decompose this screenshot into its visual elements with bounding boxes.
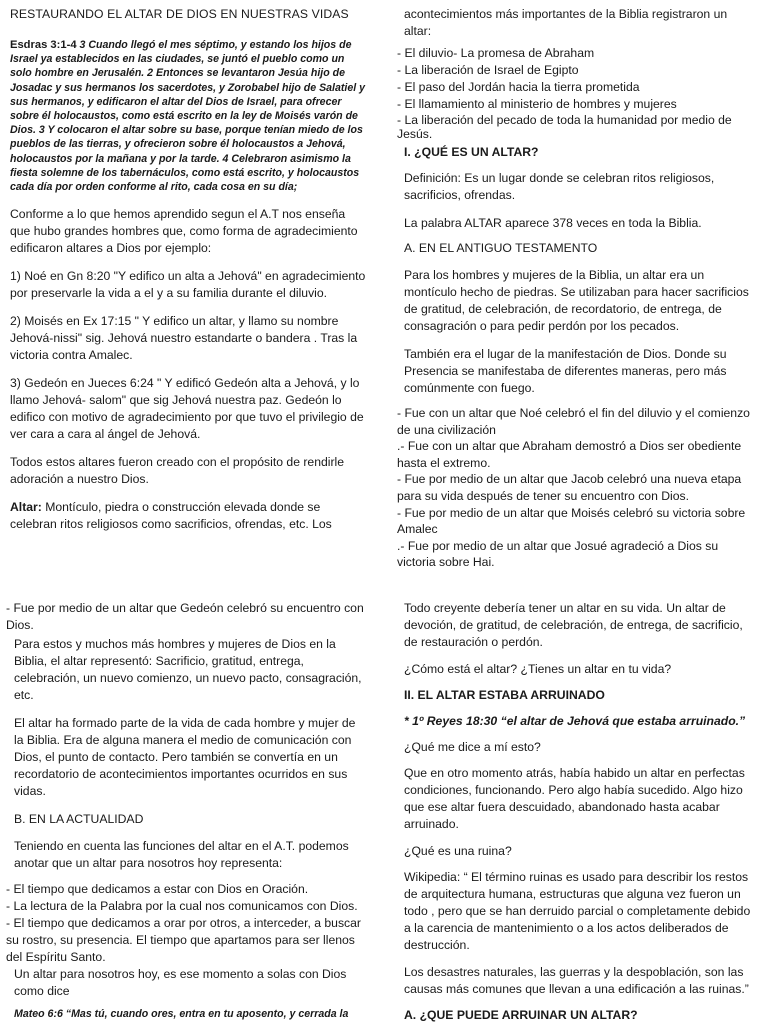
alone-with-god-paragraph: Un altar para nosotros hoy, es ese momento a solas con Dios como dice	[14, 967, 347, 998]
subsection-heading-b: B. EN LA ACTUALIDAD	[14, 812, 144, 826]
question-ruin: ¿Qué es una ruina?	[404, 844, 512, 858]
manifestation-paragraph: También era el lugar de la manifestación de Dios. Donde su Presencia se manifestaba de diferentes maneras, pero más comúnmente con fuego.	[404, 347, 727, 395]
list-item: - El tiempo que dedicamos a orar por otros, a interceder, a buscar su rostro, su presencia. El tiempo que apartamos para ser llenos del Espíritu Santo.	[6, 916, 361, 964]
top-right-column	[397, 6, 755, 571]
scripture-text: 3 Cuando llegó el mes séptimo, y estando los hijos de Israel ya establecidos en las ciudades, se juntó el pueblo como un solo hombre en Jerusalén. 2 Entonces se levantaron Jesúa hijo de Josadac y sus hermanos los sacerdotes, y Zorobabel hijo de Salatiel y sus hermanos, y edificaron el altar del Dios de Israel, para ofrecer sobre él holocaustos, como está escrito en la ley de Moisés varón de Dios. 3 Y colocaron el altar sobre su base, porque tenían miedo de los pueblos de las tierras, y ofrecieron sobre él holocaustos a Jehová, holocaustos por la mañana y por la tarde. 4 Celebraron asimismo la fiesta solemne de los tabernáculos, como está escrito, y holocaustos cada día por orden conforme al rito, cada cosa en su día;	[10, 39, 366, 194]
list-item: - El diluvio- La promesa de Abraham	[397, 46, 595, 60]
kings-verse: * 1º Reyes 18:30 “el altar de Jehová que estaba arruinado.”	[404, 714, 746, 728]
bottom-right-column	[404, 600, 756, 1024]
intro-paragraph: Conforme a lo que hemos aprendido segun el A.T nos enseña que hubo grandes hombres que, como forma de agradecimiento edificaron altares a Dios por ejemplo:	[10, 207, 358, 256]
list-item: - Fue por medio de un altar que Moisés celebró su victoria sobre Amalec	[397, 505, 746, 537]
altar-label: Altar:	[10, 500, 42, 515]
list-item: - El paso del Jordán hacia la tierra prometida	[397, 80, 640, 94]
section-heading-2: II. EL ALTAR ESTABA ARRUINADO	[404, 688, 605, 702]
list-item: - El tiempo que dedicamos a estar con Dios en Oración.	[6, 882, 309, 896]
list-item: - La lectura de la Palabra por la cual nos comunicamos con Dios.	[6, 899, 358, 913]
altars-purpose: Todos estos altares fueron creado con el propósito de rendirle adoración a nuestro Dios.	[10, 455, 345, 487]
subsection-heading-ruin: A. ¿QUE PUEDE ARRUINAR UN ALTAR?	[404, 1008, 638, 1022]
list-item: .- Fue por medio de un altar que Josué agradeció a Dios su victoria sobre Hai.	[397, 538, 719, 570]
page-title: RESTAURANDO EL ALTAR DE DIOS EN NUESTRAS VIDAS	[10, 7, 349, 21]
list-item: - La liberación de Israel de Egipto	[397, 63, 579, 77]
example-gedeon: 3) Gedeón en Jueces 6:24 " Y edificó Gedeón alta a Jehová, y lo llamo Jehová- salom" que sig Jehová nuestra paz. Gedeón lo edifico con motivo de agradecimiento por que tuvo el privilegio de ver cara a cara al ángel de Jehová.	[10, 376, 364, 442]
altar-events-list	[397, 405, 755, 571]
today-list	[6, 881, 366, 966]
list-item: - El llamamiento al ministerio de hombres y mujeres	[397, 97, 677, 111]
events-list	[397, 45, 755, 141]
example-noe: 1) Noé en Gn 8:20 "Y edifico un alta a Jehová" en agradecimiento por preservarle la vida a el y a su familia durante el diluvio.	[10, 269, 366, 301]
list-item: - La liberación del pecado de toda la humanidad por medio de Jesús.	[397, 113, 732, 141]
list-item: - Fue con un altar que Noé celebró el fin del diluvio y el comienzo de una civilización	[397, 406, 750, 437]
scripture-passage	[10, 38, 368, 194]
causes-paragraph: Los desastres naturales, las guerras y la despoblación, son las causas más comunes que llevan a una edificación a las ruinas.”	[404, 965, 749, 996]
list-item: .- Fue con un altar que Abraham demostró a Dios ser obediente hasta el extremo.	[397, 439, 742, 470]
list-item: - Fue por medio de un altar que Jacob celebró una nueva etapa para su vida después de tener su encuentro con Dios.	[397, 472, 742, 503]
continued-paragraph: acontecimientos más importantes de la Biblia registraron un altar:	[404, 7, 728, 38]
believer-paragraph: Todo creyente debería tener un altar en su vida. Un altar de devoción, de gratitud, de celebración, de entrega, de sacrificio, de restauración o perdón.	[404, 601, 743, 649]
old-testament-paragraph: Para los hombres y mujeres de la Biblia, un altar era un montículo hecho de piedras. Se utilizaban para hacer sacrificios de gratitud, de celebración, de recordatorio, de entrega, de consagración o para pedir perdón por los pecados.	[404, 268, 749, 333]
question-meaning: ¿Qué me dice a mí esto?	[404, 740, 541, 754]
definition-paragraph: Definición: Es un lugar donde se celebran ritos religiosos, sacrificios, ofrendas.	[404, 171, 715, 202]
representation-paragraph: Para estos y muchos más hombres y mujeres de Dios en la Biblia, el altar representó: Sacrificio, gratitud, entrega, celebración, un nuevo comienzo, un nuevo pacto, consagración, etc.	[14, 637, 362, 702]
section-heading-1: I. ¿QUÉ ES UN ALTAR?	[404, 145, 539, 159]
today-paragraph: Teniendo en cuenta las funciones del altar en el A.T. podemos anotar que un altar para nosotros hoy representa:	[14, 839, 349, 870]
top-left-column	[10, 6, 368, 533]
altar-text: Montículo, piedra o construcción elevada donde se celebran ritos religiosos como sacrificios, ofrendas, etc. Los	[10, 500, 332, 532]
scripture-reference: Esdras 3:1-4	[10, 39, 77, 51]
altar-definition	[10, 499, 368, 533]
matthew-verse: Mateo 6:6 “Mas tú, cuando ores, entra en tu aposento, y cerrada la	[14, 1008, 349, 1020]
wikipedia-paragraph: Wikipedia: “ El término ruinas es usado para describir los restos de arquitectura humana, estructuras que alguna vez fueron un todo , pero que se han derruido parcial o completamente debido a la carencia de mantenimiento o a los actos deliberados de destrucción.	[404, 870, 751, 952]
bottom-left-column	[6, 600, 366, 1021]
question-altar: ¿Cómo está el altar? ¿Tienes un altar en tu vida?	[404, 662, 672, 676]
example-moises: 2) Moisés en Ex 17:15 " Y edifico un altar, y llamo su nombre Jehová-nissi" sig. Jehová nuestro estandarte o bandera . Tras la victoria contra Amalec.	[10, 314, 358, 363]
gedeon-line: - Fue por medio de un altar que Gedeón celebró su encuentro con Dios.	[6, 601, 364, 632]
ruined-paragraph: Que en otro momento atrás, había habido un altar en perfectas condiciones, funcionando. Pero algo había sucedido. Algo hizo que ese altar fuera descuidado, abandonado hasta acabar arruinado.	[404, 766, 745, 831]
word-count-paragraph: La palabra ALTAR aparece 378 veces en toda la Biblia.	[404, 216, 702, 230]
communication-paragraph: El altar ha formado parte de la vida de cada hombre y mujer de la Biblia. Era de alguna manera el medio de comunicación con Dios, el punto de contacto. Pero también se convertía en un recordatorio de acontecimientos importantes ocurridos en sus vidas.	[14, 716, 356, 798]
subsection-heading-a: A. EN EL ANTIGUO TESTAMENTO	[404, 241, 598, 255]
